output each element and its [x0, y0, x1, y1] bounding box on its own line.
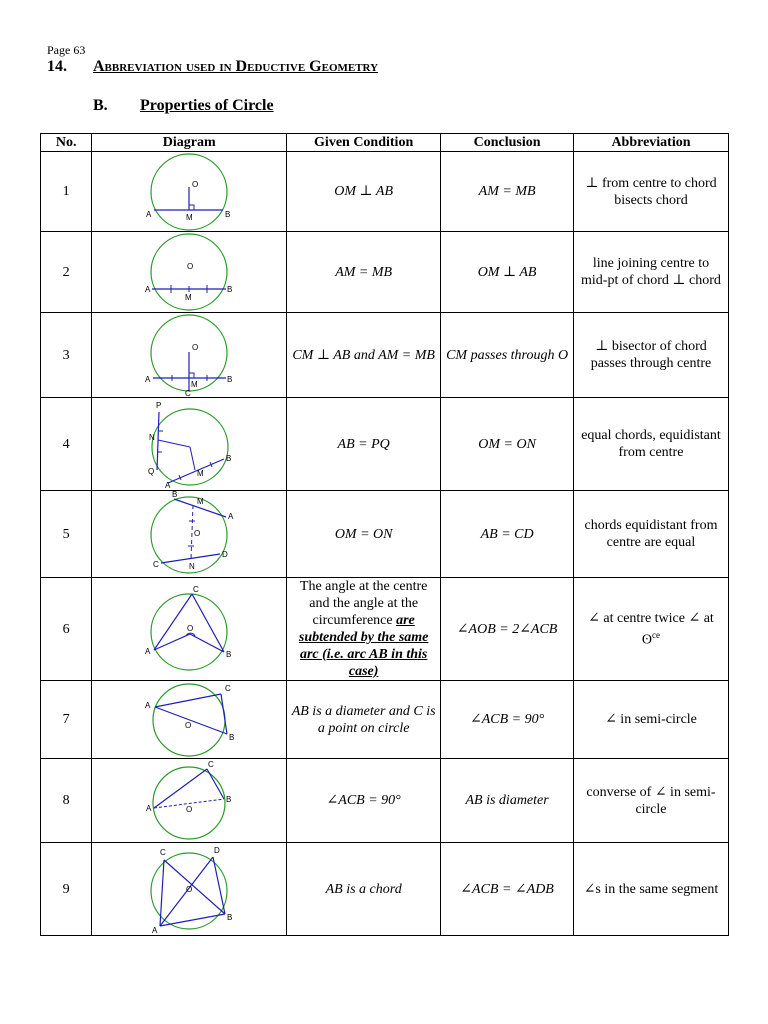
given-condition: [287, 843, 441, 936]
conclusion: [441, 681, 574, 759]
label-a: A: [228, 512, 234, 521]
label-b: B: [225, 209, 231, 219]
row-number: 2: [41, 232, 92, 313]
row-number: 1: [41, 152, 92, 232]
section-heading: [47, 58, 378, 76]
given-condition: [287, 232, 441, 313]
conclusion-text: ∠ACB = ∠ADB: [460, 881, 554, 897]
given-condition: [287, 681, 441, 759]
conclusion-text: OM = ON: [478, 436, 536, 452]
label-a: A: [145, 647, 151, 656]
given-condition: [287, 491, 441, 578]
label-o: O: [194, 529, 201, 538]
label-c: C: [153, 560, 159, 569]
header-given: Given Condition: [287, 134, 441, 152]
given-text: AB = PQ: [337, 436, 390, 452]
abbreviation: [573, 578, 728, 681]
abbrev-superscript: ce: [652, 629, 661, 640]
subsection-title: Properties of Circle: [140, 97, 274, 114]
table-row: [41, 152, 729, 232]
row-number: 7: [41, 681, 92, 759]
given-text: AM = MB: [335, 264, 393, 280]
given-text: ∠ACB = 90°: [326, 793, 401, 808]
section-number: 14.: [47, 58, 67, 75]
conclusion: [441, 398, 574, 491]
conclusion-text: ∠ACB = 90°: [469, 712, 545, 727]
conclusion: [441, 152, 574, 232]
label-b: B: [172, 491, 178, 499]
diagram-midpoint-line: [134, 233, 244, 311]
label-q: Q: [148, 467, 155, 476]
label-b: B: [227, 913, 233, 922]
label-a: A: [165, 481, 171, 488]
diagram-equal-chords: [134, 400, 244, 488]
label-m: M: [191, 380, 198, 389]
label-b: B: [227, 375, 233, 384]
given-text: The angle at the centre and the angle at the circumference: [299, 579, 428, 628]
label-b: B: [226, 794, 232, 804]
diagram-same-segment: [134, 844, 244, 934]
conclusion-text: AB = CD: [480, 526, 534, 542]
conclusion-text: AM = MB: [478, 184, 536, 199]
conclusion-text: ∠AOB = 2∠ACB: [456, 621, 558, 637]
diagram-cell: [92, 578, 287, 681]
diagram-cell: [92, 232, 287, 313]
label-a: A: [145, 700, 151, 710]
given-text: CM ⊥ AB and AM = MB: [292, 347, 435, 363]
header-abbreviation: Abbreviation: [573, 134, 728, 152]
given-condition: [287, 398, 441, 491]
conclusion: [441, 578, 574, 681]
row-number: 8: [41, 759, 92, 843]
row-number: 5: [41, 491, 92, 578]
table-row: [41, 578, 729, 681]
abbreviation: chords equidistant from centre are equal: [573, 491, 728, 578]
table-row: [41, 313, 729, 398]
given-emphasis: are subtended by the same arc (i.e. arc AB in this case): [298, 613, 429, 679]
subsection-letter: B.: [93, 97, 108, 114]
header-diagram: Diagram: [92, 134, 287, 152]
row-number: 9: [41, 843, 92, 936]
subsection-heading: [93, 97, 274, 115]
diagram-perpendicular-bisector: [134, 314, 244, 396]
label-a: A: [146, 209, 152, 219]
label-p: P: [156, 401, 162, 410]
row-number: 4: [41, 398, 92, 491]
given-text: OM ⊥ AB: [334, 184, 394, 199]
label-d: D: [214, 846, 220, 855]
abbreviation: converse of ∠ in semi-circle: [573, 759, 728, 843]
table-header-row: [41, 134, 729, 152]
label-o: O: [186, 885, 193, 894]
conclusion: [441, 232, 574, 313]
abbreviation: ⊥ from centre to chord bisects chord: [573, 152, 728, 232]
abbreviation: ⊥ bisector of chord passes through centre: [573, 313, 728, 398]
abbreviation: equal chords, equidistant from centre: [573, 398, 728, 491]
label-o: O: [192, 179, 199, 189]
diagram-converse-semicircle: [134, 761, 244, 841]
label-a: A: [145, 375, 151, 384]
diagram-equidistant-chords: [134, 491, 244, 577]
diagram-angle-in-semicircle: [134, 682, 244, 758]
diagram-cell: [92, 759, 287, 843]
section-title: Abbreviation used in Deductive Geometry: [93, 58, 379, 75]
properties-table: [40, 133, 729, 936]
conclusion-text: AB is diameter: [465, 793, 549, 808]
abbreviation: ∠ in semi-circle: [573, 681, 728, 759]
label-b: B: [226, 454, 232, 463]
table-row: [41, 843, 729, 936]
given-condition: [287, 759, 441, 843]
label-o: O: [187, 262, 194, 271]
diagram-cell: [92, 681, 287, 759]
conclusion: [441, 759, 574, 843]
table-row: [41, 759, 729, 843]
diagram-perpendicular-bisects-chord: [134, 153, 244, 231]
label-m: M: [197, 469, 204, 478]
diagram-cell: [92, 398, 287, 491]
diagram-cell: [92, 152, 287, 232]
conclusion: [441, 313, 574, 398]
diagram-cell: [92, 843, 287, 936]
page-number: Page 63: [47, 43, 86, 57]
row-number: 6: [41, 578, 92, 681]
label-m: M: [185, 293, 192, 302]
diagram-cell: [92, 313, 287, 398]
given-condition: [287, 313, 441, 398]
abbreviation: ∠s in the same segment: [573, 843, 728, 936]
label-m: M: [186, 212, 193, 222]
given-text: AB is a chord: [325, 881, 402, 897]
abbrev-text: ∠ at centre twice ∠ at ʘ: [588, 610, 714, 648]
label-o: O: [192, 343, 199, 352]
label-n: N: [149, 433, 155, 442]
label-c: C: [160, 848, 166, 857]
abbreviation: line joining centre to mid-pt of chord ⊥ chord: [573, 232, 728, 313]
label-b: B: [227, 285, 233, 294]
label-c: C: [193, 586, 199, 594]
table-row: [41, 232, 729, 313]
label-c: C: [225, 683, 231, 693]
table-row: [41, 491, 729, 578]
diagram-cell: [92, 491, 287, 578]
conclusion-text: CM passes through O: [446, 347, 569, 363]
label-b: B: [226, 650, 232, 659]
conclusion: [441, 491, 574, 578]
given-condition: [287, 152, 441, 232]
label-o: O: [187, 624, 194, 633]
label-c: C: [185, 389, 191, 396]
label-a: A: [152, 926, 158, 934]
row-number: 3: [41, 313, 92, 398]
label-m: M: [197, 497, 204, 506]
conclusion: [441, 843, 574, 936]
label-o: O: [185, 720, 192, 730]
label-d: D: [222, 550, 228, 559]
label-b: B: [229, 732, 235, 742]
header-no: No.: [41, 134, 92, 152]
label-a: A: [146, 803, 152, 813]
label-n: N: [189, 562, 195, 571]
given-text: OM = ON: [334, 526, 393, 542]
diagram-angle-at-centre: [134, 586, 244, 672]
label-o: O: [186, 804, 193, 814]
conclusion-text: OM ⊥ AB: [477, 264, 537, 280]
table-row: [41, 398, 729, 491]
table-row: [41, 681, 729, 759]
given-text: AB is a diameter and C is a point on circle: [291, 703, 436, 736]
label-a: A: [145, 285, 151, 294]
label-c: C: [208, 760, 214, 769]
given-condition: [287, 578, 441, 681]
header-conclusion: Conclusion: [441, 134, 574, 152]
